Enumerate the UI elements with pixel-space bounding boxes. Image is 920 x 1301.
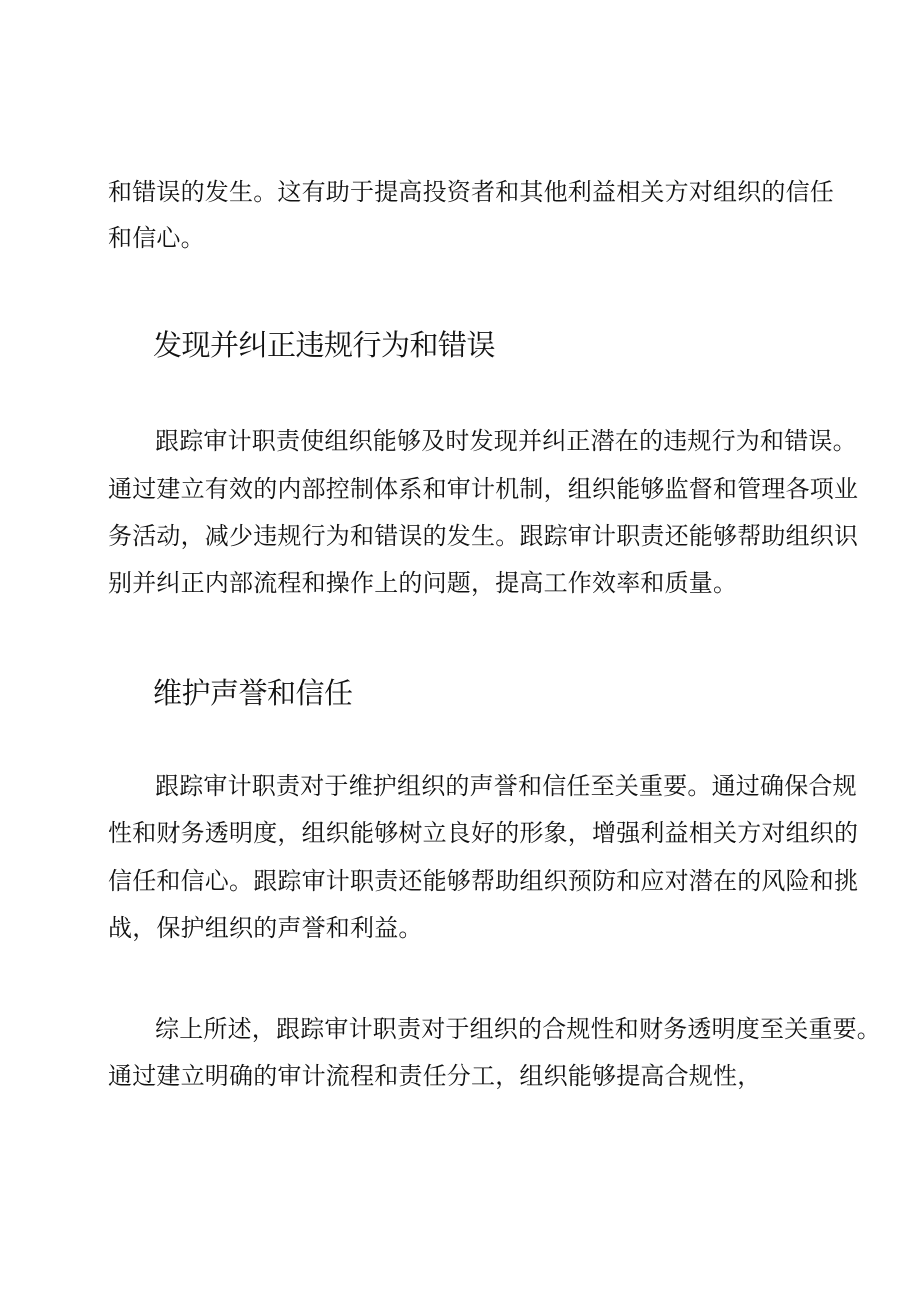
paragraph-line: 跟踪审计职责使组织能够及时发现并纠正潜在的违规行为和错误。 [155, 427, 857, 455]
section-heading-discover-correct: 发现并纠正违规行为和错误 [153, 328, 496, 362]
section-heading-reputation-trust: 维护声誉和信任 [153, 676, 353, 710]
paragraph-line: 信任和信心。跟踪审计职责还能够帮助组织预防和应对潜在的风险和挑 [108, 867, 859, 895]
paragraph-line: 别并纠正内部流程和操作上的问题，提高工作效率和质量。 [108, 569, 738, 597]
paragraph-line: 通过建立明确的审计流程和责任分工，组织能够提高合规性， [108, 1062, 762, 1090]
paragraph-line: 和信心。 [108, 224, 205, 252]
paragraph-line: 性和财务透明度，组织能够树立良好的形象，增强利益相关方对组织的 [108, 819, 859, 847]
paragraph-line: 战，保护组织的声誉和利益。 [108, 914, 423, 942]
paragraph-line: 跟踪审计职责对于维护组织的声誉和信任至关重要。通过确保合规 [155, 772, 857, 800]
paragraph-line: 通过建立有效的内部控制体系和审计机制，组织能够监督和管理各项业 [108, 475, 859, 503]
paragraph-line: 综上所述，跟踪审计职责对于组织的合规性和财务透明度至关重要。 [155, 1015, 881, 1043]
paragraph-line: 和错误的发生。这有助于提高投资者和其他利益相关方对组织的信任 [108, 178, 834, 206]
paragraph-line: 务活动，减少违规行为和错误的发生。跟踪审计职责还能够帮助组织识 [108, 522, 859, 550]
